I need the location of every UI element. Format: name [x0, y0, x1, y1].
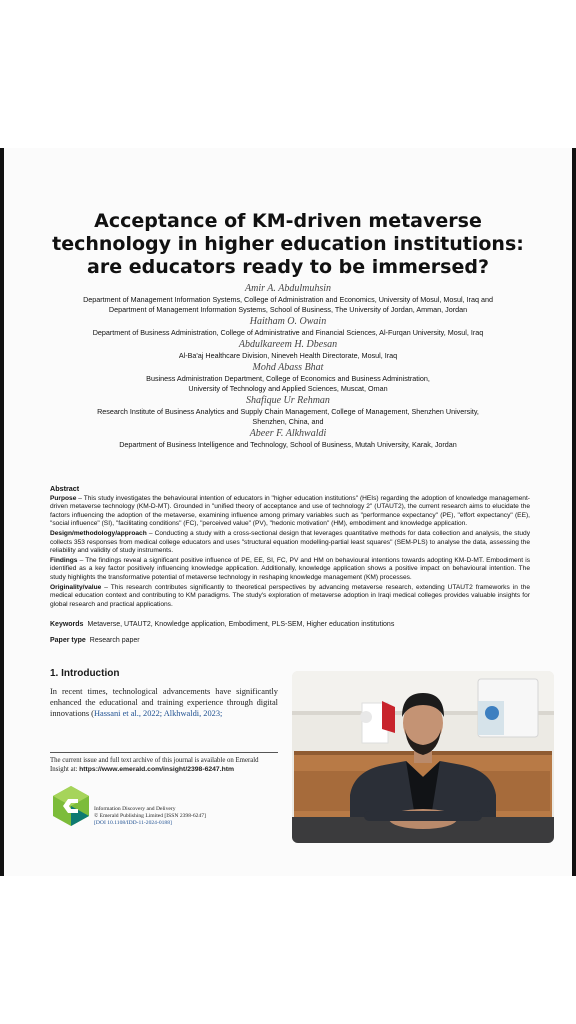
affiliation-line: Department of Management Information Systems, College of Administration and Economics, University of Mosul, Mosul, Iraq and [83, 295, 493, 304]
abstract-heading: Abstract [50, 484, 80, 493]
design-text: – Conducting a study with a cross-sectional design that leverages quantitative methods for data collection and analysis, the study collects 353 responses from medical college educators and uses "structural equation modelling-partial least squares" (SEM-PLS) to analyse the data, assessing the reliability and validity of study instruments. [50, 529, 530, 555]
author-affiliation [24, 351, 552, 361]
paper-type-label: Paper type [50, 637, 86, 644]
author-name: Haitham O. Owain [249, 316, 327, 327]
author-affiliation [24, 295, 552, 315]
page-edge-right [572, 148, 576, 876]
originality-label: Originality/value [50, 583, 102, 591]
author-name: Mohd Abass Bhat [252, 362, 324, 373]
archive-text: The current issue and full text archive of this journal is available on Emerald Insight at: [50, 757, 259, 773]
journal-copyright: © Emerald Publishing Limited [ISSN 2398-6247] [94, 813, 206, 819]
affiliation-line: Research Institute of Business Analytics and Supply Chain Management, College of Management, Shenzhen University, [97, 407, 479, 416]
title-line: technology in higher education institutions: [52, 233, 524, 255]
paper-title [24, 210, 552, 279]
keywords-line [50, 620, 530, 629]
abstract-design [50, 530, 530, 556]
affiliation-line: University of Technology and Applied Sciences, Muscat, Oman [188, 384, 388, 393]
author-portrait-photo [292, 671, 554, 843]
author-name: Shafique Ur Rehman [246, 395, 330, 406]
affiliation-line: Al-Ba'aj Healthcare Division, Nineveh Health Directorate, Mosul, Iraq [178, 351, 398, 360]
screen-bottom-blank [0, 876, 576, 1024]
author-name: Abeer F. Alkhwaldi [249, 428, 327, 439]
author-affiliation [24, 440, 552, 450]
journal-info [94, 806, 284, 827]
author-list [24, 283, 552, 451]
paper-page [4, 148, 572, 876]
keywords-text: Metaverse, UTAUT2, Knowledge application, Embodiment, PLS-SEM, Higher education institutions [87, 621, 395, 628]
archive-notice [50, 756, 278, 774]
title-line: Acceptance of KM-driven metaverse [94, 210, 482, 232]
intro-body: In recent times, technological advancements have significantly enhanced the educational and training experience through digital innovations ( [50, 687, 278, 718]
affiliation-line: Department of Management Information Systems, School of Business, The University of Jordan, Amman, Jordan [108, 305, 468, 314]
findings-text: – The findings reveal a significant positive influence of PE, EE, SI, FC, PV and HM on behavioural intentions towards adopting KM-D-MT. Embodiment is identified as a key factor positively influencing knowledge application. Additionally, knowledge application shows a positive impact on behavioural intention. The study highlights the transformative potential of metaverse technology in reshaping knowledge management (KM) processes. [50, 556, 530, 581]
paper-type-line [50, 636, 530, 645]
introduction-text [50, 686, 278, 719]
affiliation-line: Department of Business Intelligence and Technology, School of Business, Mutah University, Karak, Jordan [119, 440, 457, 449]
findings-label: Findings [50, 556, 78, 564]
journal-name: Information Discovery and Delivery [94, 806, 176, 812]
footnote-rule [50, 752, 278, 753]
abstract-section [50, 485, 530, 610]
affiliation-line: Department of Business Administration, College of Administrative and Financial Sciences, Al-Furqan University, Mosul, Iraq [92, 328, 484, 337]
emerald-logo-icon [50, 784, 92, 828]
author-name: Amir A. Abdulmuhsin [244, 283, 332, 294]
screen-top-blank [0, 0, 576, 148]
author-affiliation [24, 328, 552, 338]
title-line: are educators ready to be immersed? [87, 256, 489, 278]
archive-url-link[interactable]: https://www.emerald.com/insight/2398-6247.htm [79, 766, 235, 773]
intro-citation-link[interactable]: Hassani et al., 2022; Alkhwaldi, 2023; [93, 709, 223, 718]
author-affiliation [24, 407, 552, 427]
author-affiliation [24, 374, 552, 394]
author-name: Abdulkareem H. Dbesan [238, 339, 338, 350]
keywords-label: Keywords [50, 621, 84, 628]
abstract-findings [50, 557, 530, 583]
paper-type-text: Research paper [89, 637, 140, 644]
abstract-purpose [50, 495, 530, 529]
purpose-label: Purpose [50, 494, 77, 502]
originality-text: – This research contributes significantly to theoretical perspectives by advancing metaverse research, extending UTAUT2 frameworks in the medical education context and contributing to KM paradigms. The study's exploration of metaverse adoption in Iraqi medical colleges provides valuable insights for global research and practical applications. [50, 583, 530, 608]
design-label: Design/methodology/approach [50, 529, 147, 537]
journal-doi-link[interactable]: [DOI 10.1108/IDD-11-2024-0188] [94, 820, 172, 826]
affiliation-line: Shenzhen, China, and [252, 417, 324, 426]
purpose-text: – This study investigates the behavioural intention of educators in "higher education institutions" (HEIs) regarding the adoption of knowledge management-driven metaverse technology (KM-D-MT). Grounded in "unified theory of acceptance and use of technology 2" (UTAUT2), the current research aims to elucidate the factors influencing the adoption of the metaverse, examining influence among primary variables such as "performance expectancy" (PE), "effort expectancy" (EE), "social influence" (SI), "facilitating conditions" (FC), "perceived value" (PV), "hedonic motivation" (HM), embodiment and knowledge application. [50, 494, 530, 528]
introduction-heading: 1. Introduction [50, 668, 120, 679]
affiliation-line: Business Administration Department, College of Economics and Business Administration, [146, 374, 430, 383]
abstract-originality [50, 584, 530, 610]
